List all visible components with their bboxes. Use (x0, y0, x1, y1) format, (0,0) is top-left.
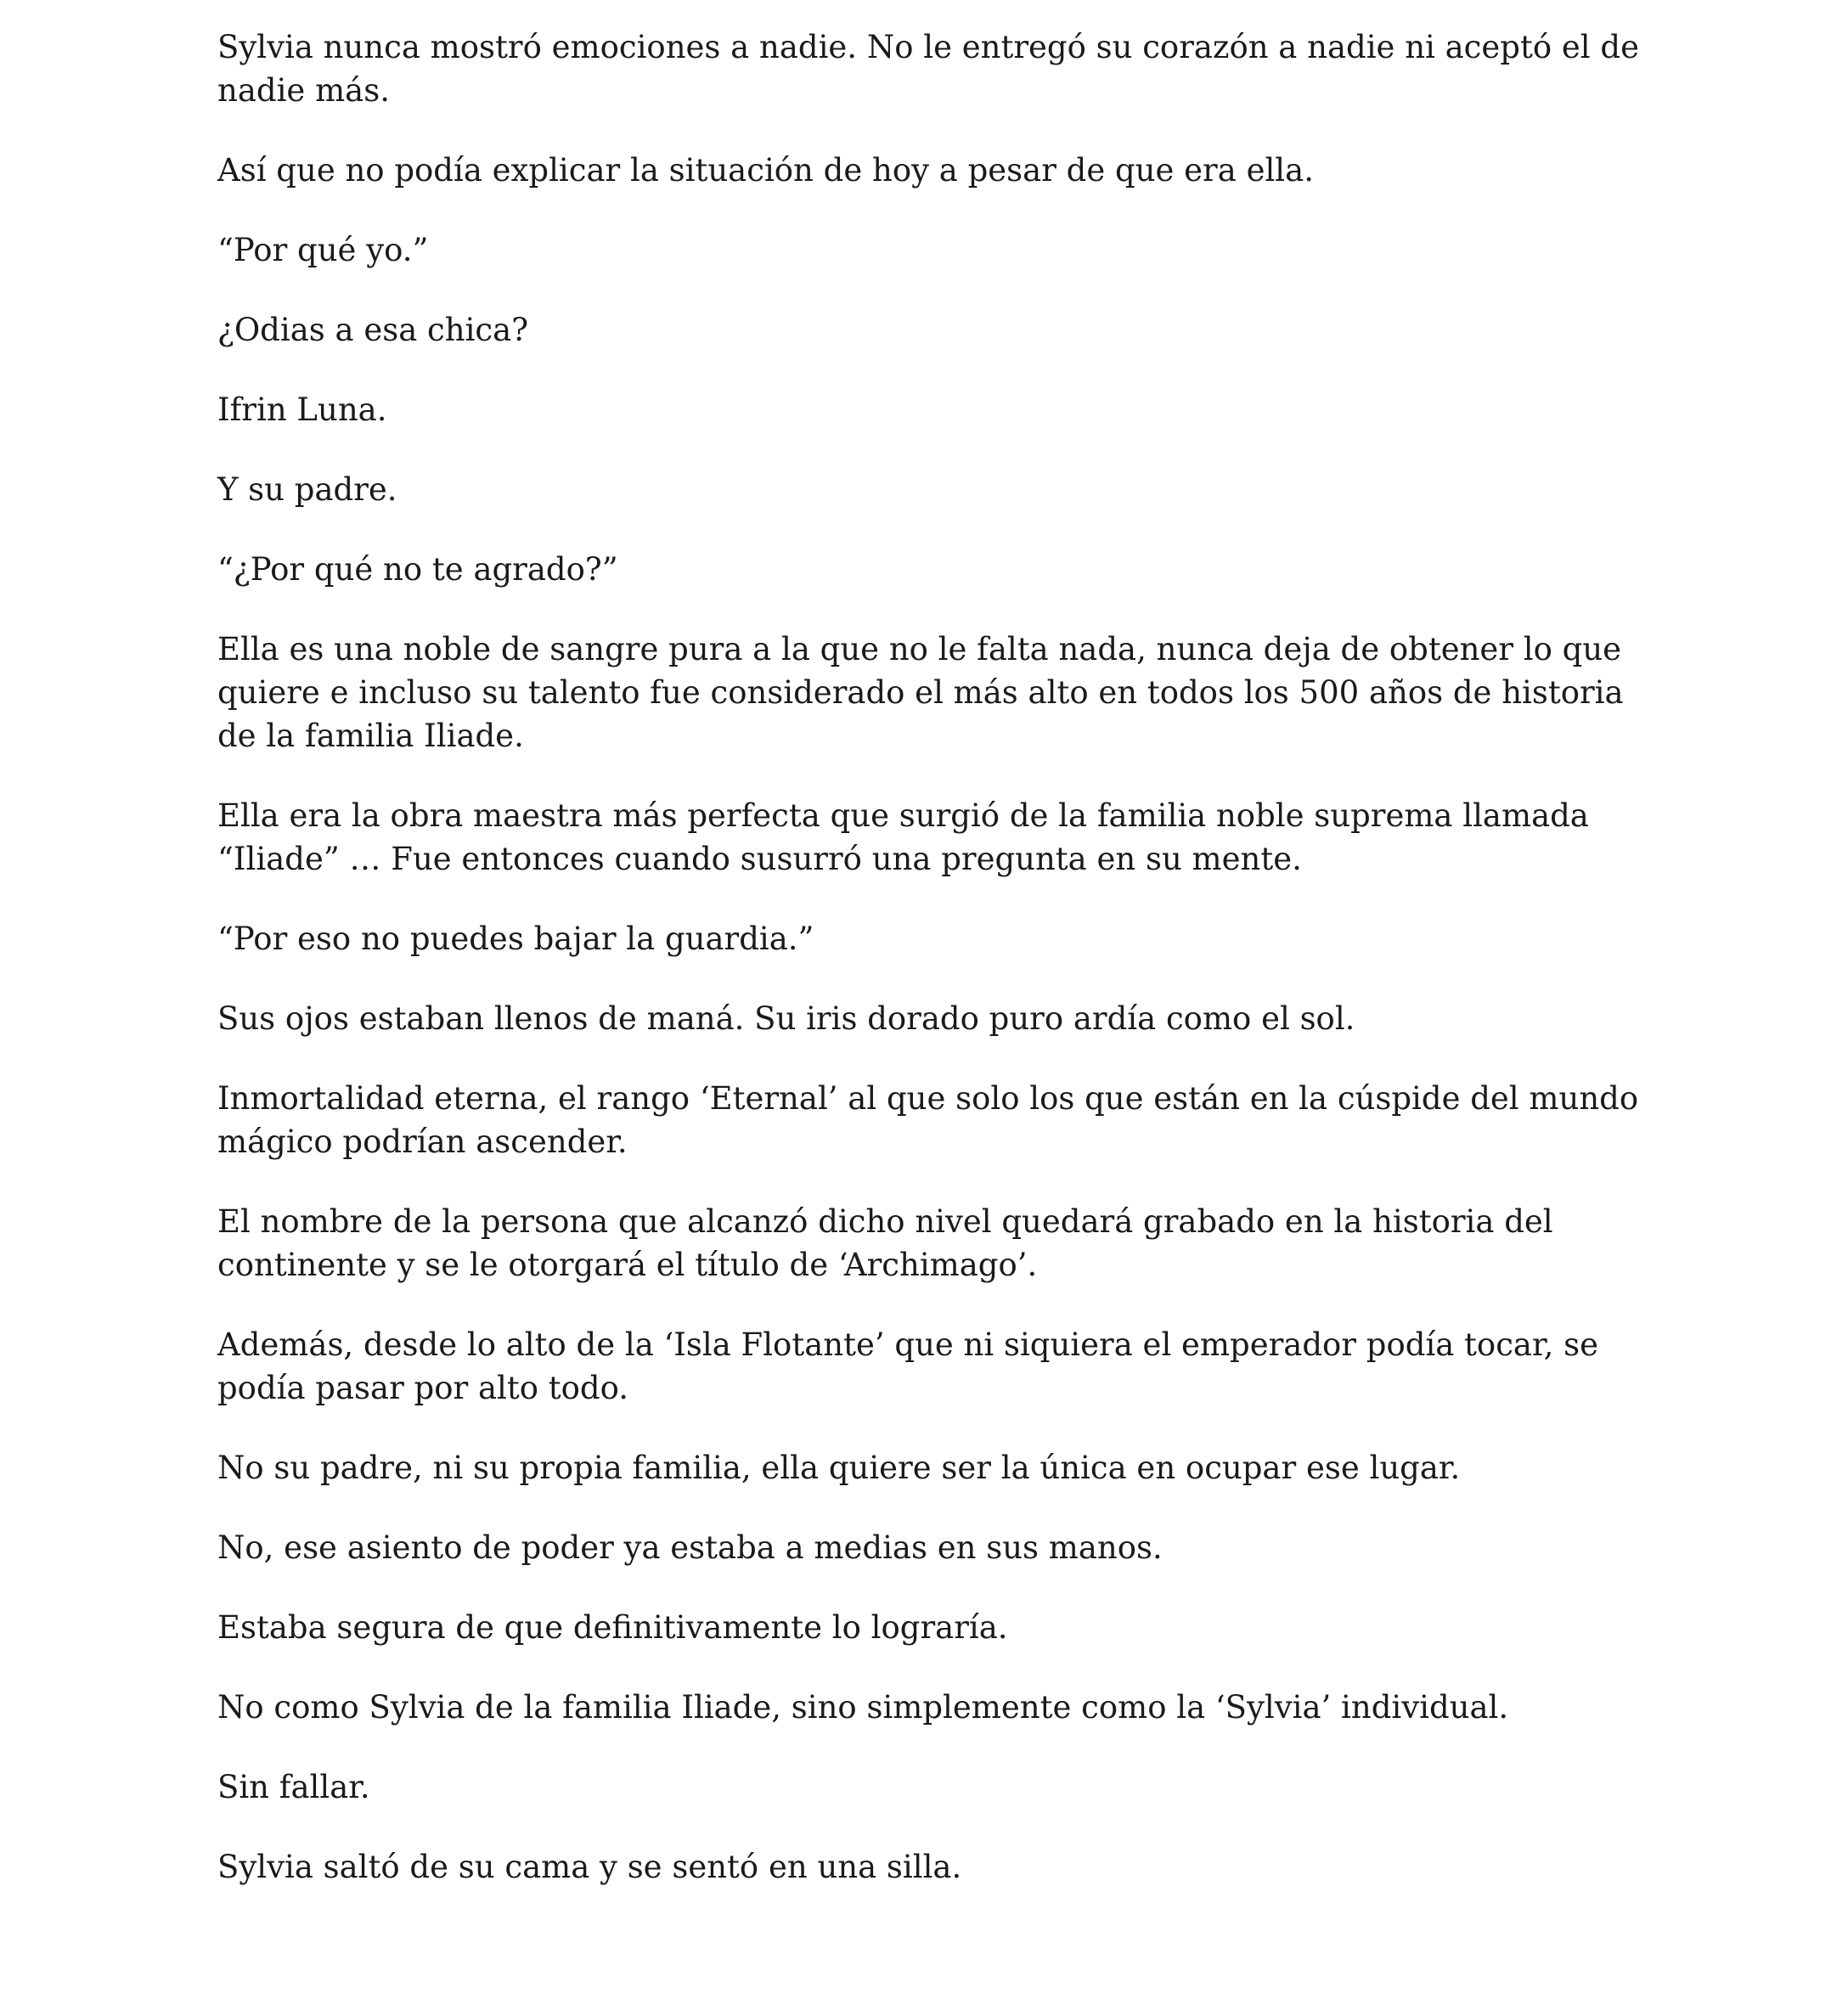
paragraph: Sus ojos estaban llenos de maná. Su iris dorado puro ardía como el sol. (217, 1000, 1355, 1037)
paragraph: No como Sylvia de la familia Iliade, sino simplemente como la ‘Sylvia’ individual. (217, 1689, 1509, 1726)
paragraph: “¿Por qué no te agrado?” (217, 551, 618, 588)
paragraph: No, ese asiento de poder ya estaba a medias en sus manos. (217, 1529, 1163, 1566)
paragraph: Inmortalidad eterna, el rango ‘Eternal’ al que solo los que están en la cúspide del mundo mágico podrían ascender. (217, 1080, 1639, 1160)
paragraph: Sylvia saltó de su cama y se sentó en una silla. (217, 1849, 962, 1885)
paragraph: Ella es una noble de sangre pura a la que no le falta nada, nunca deja de obtener lo que quiere e incluso su talento fue considerado el más alto en todos los 500 años de historia de la familia Iliade. (217, 631, 1624, 754)
paragraph: Y su padre. (217, 471, 397, 508)
paragraph: “Por qué yo.” (217, 232, 429, 268)
paragraph: “Por eso no puedes bajar la guardia.” (217, 921, 814, 957)
paragraph: Sin fallar. (217, 1769, 370, 1805)
paragraph: Así que no podía explicar la situación de hoy a pesar de que era ella. (217, 152, 1314, 189)
paragraph: El nombre de la persona que alcanzó dicho nivel quedará grabado en la historia del continente y se le otorgará el título de ‘Archimago’. (217, 1203, 1553, 1283)
document-page (217, 25, 1661, 1925)
paragraph: ¿Odias a esa chica? (217, 312, 529, 348)
paragraph: Estaba segura de que definitivamente lo lograría. (217, 1609, 1008, 1646)
paragraph: Además, desde lo alto de la ‘Isla Flotante’ que ni siquiera el emperador podía tocar, se podía pasar por alto todo. (217, 1326, 1599, 1406)
paragraph: Ella era la obra maestra más perfecta que surgió de la familia noble suprema llamada “Iliade” … Fue entonces cuando susurró una pregunta en su mente. (217, 797, 1589, 877)
paragraph: Ifrin Luna. (217, 391, 387, 428)
paragraph: Sylvia nunca mostró emociones a nadie. No le entregó su corazón a nadie ni aceptó el de nadie más. (217, 29, 1639, 109)
paragraph: No su padre, ni su propia familia, ella quiere ser la única en ocupar ese lugar. (217, 1450, 1461, 1486)
